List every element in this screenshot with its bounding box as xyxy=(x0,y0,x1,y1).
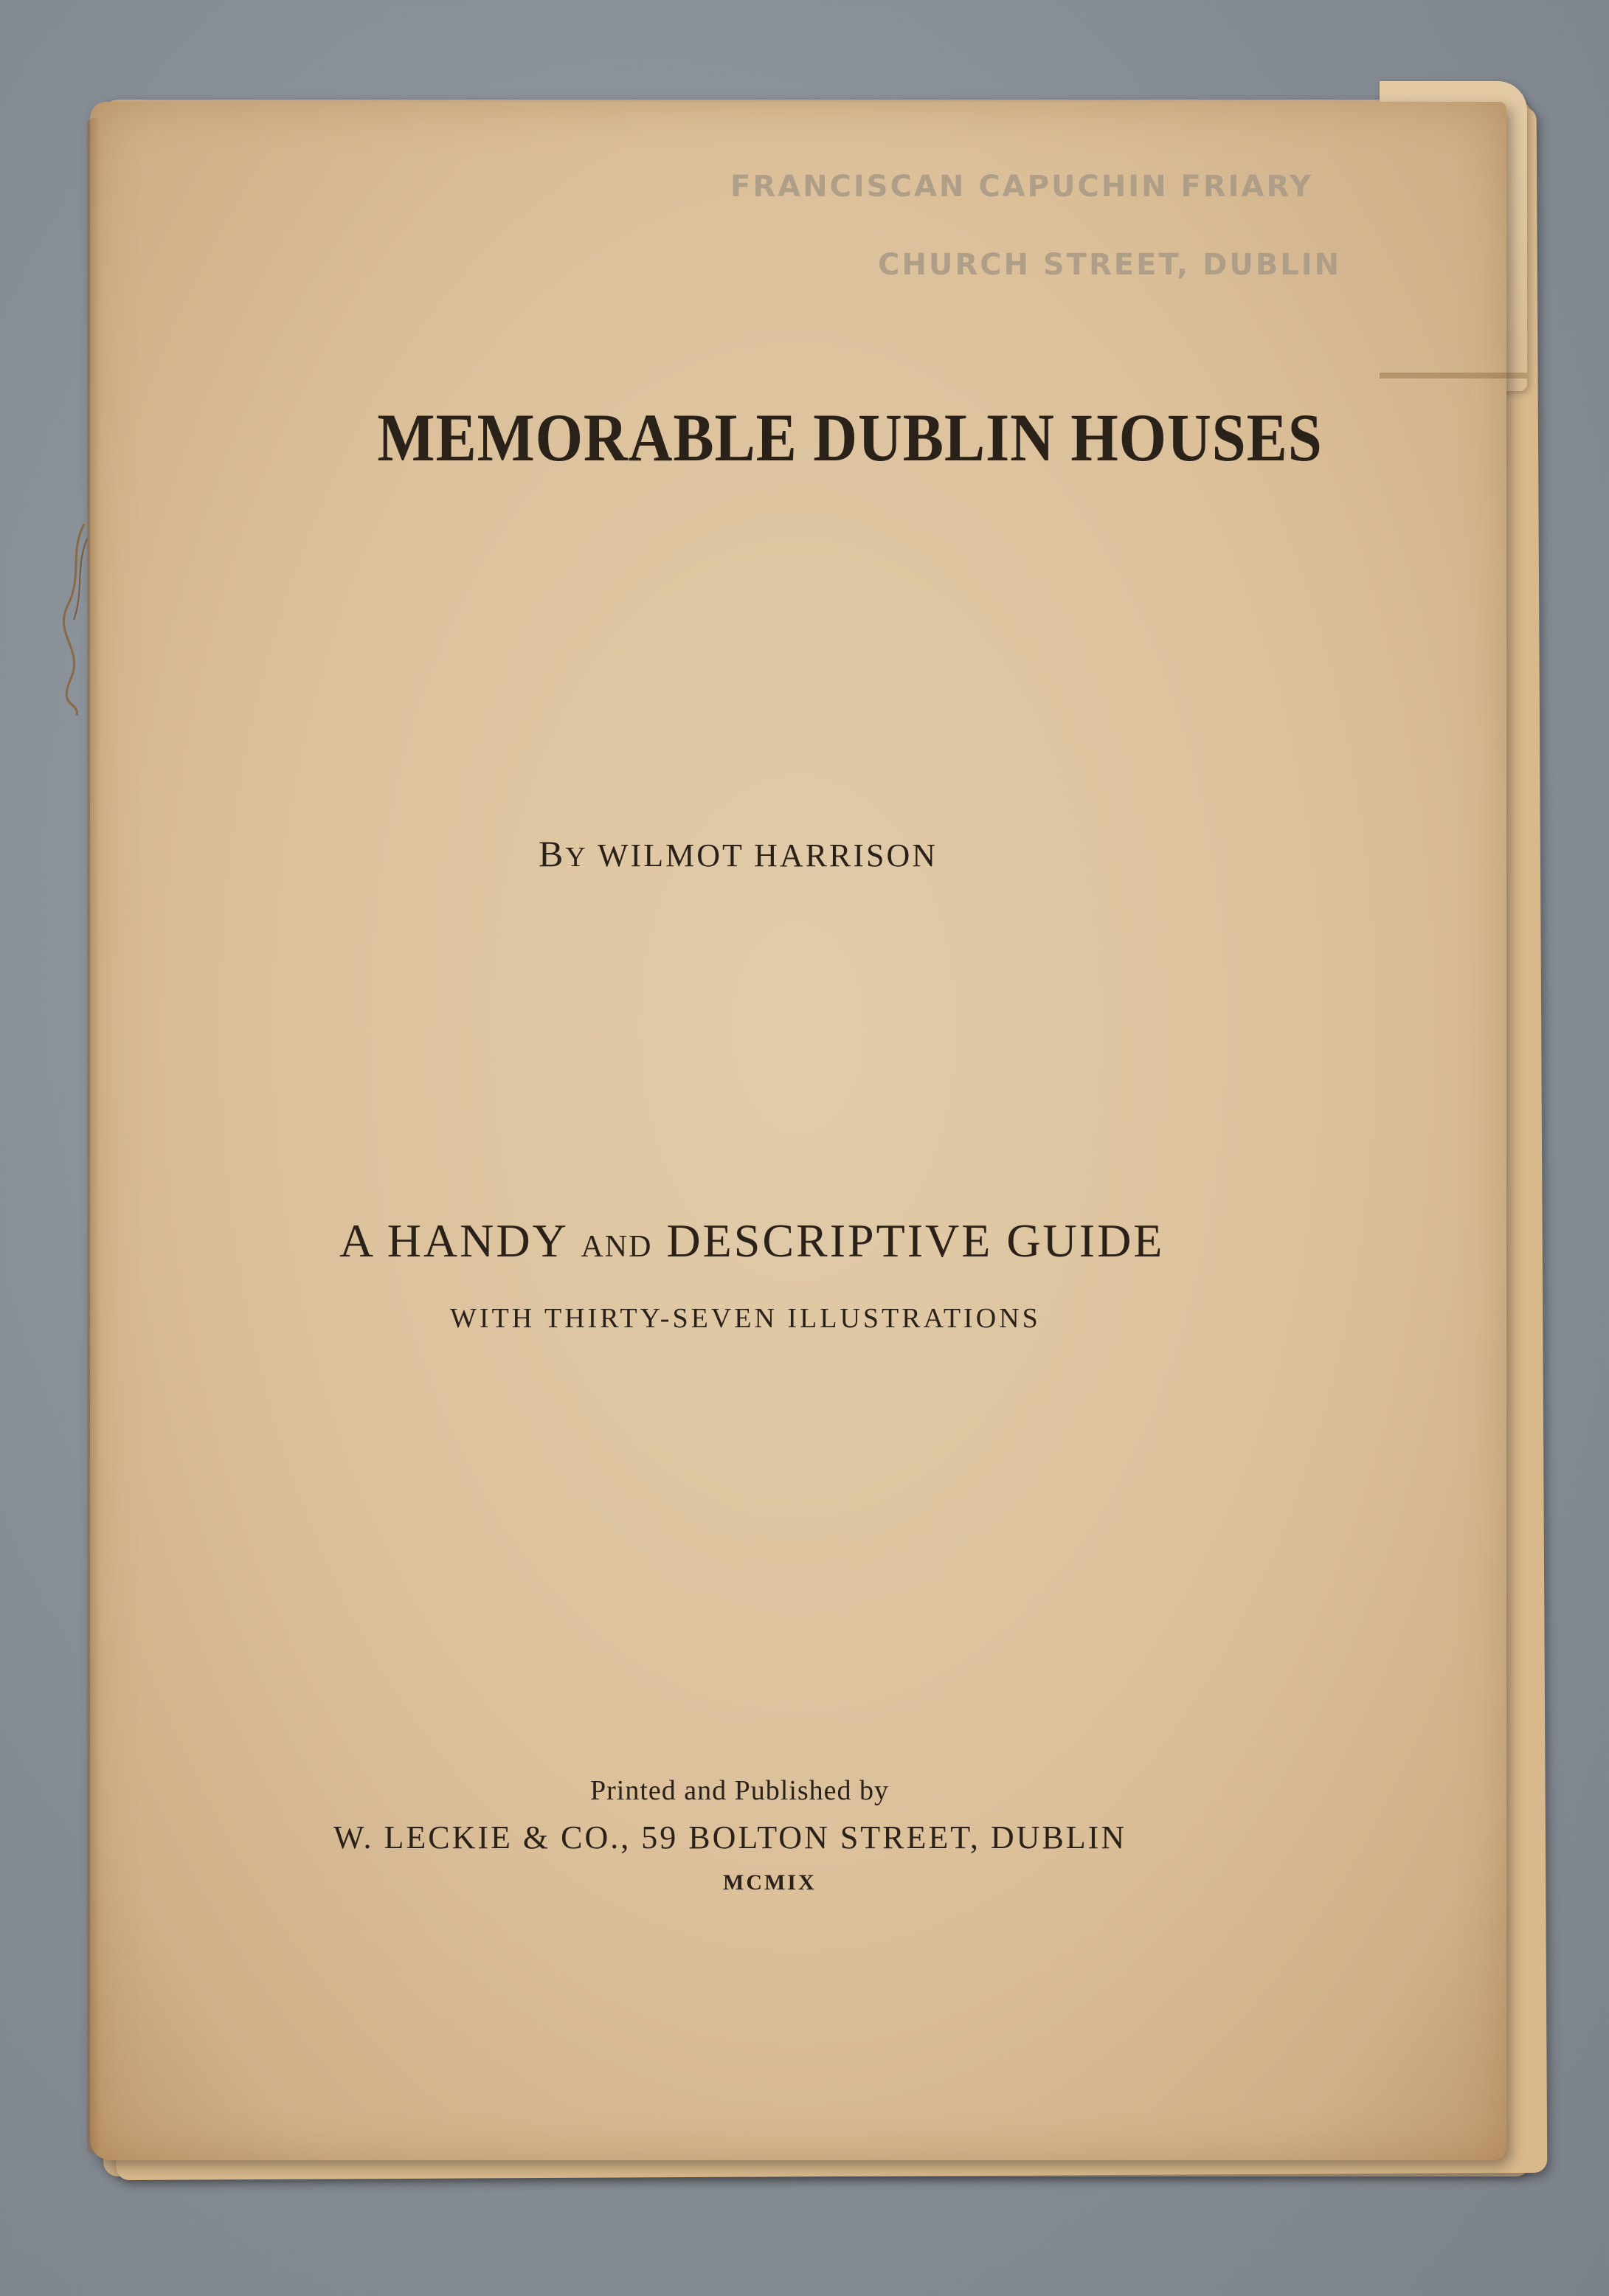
flap-shadow xyxy=(1380,373,1527,378)
author-prefix-b: B xyxy=(539,833,566,874)
stamp-line-1: FRANCISCAN CAPUCHIN FRIARY xyxy=(730,170,1314,204)
author-line xyxy=(0,832,1609,875)
subtitle-guide xyxy=(0,1214,1609,1268)
guide-part-1: A HANDY xyxy=(339,1214,567,1267)
guide-and: AND xyxy=(581,1230,653,1264)
publisher-line: W. LECKIE & CO., 59 BOLTON STREET, DUBLIN xyxy=(333,1819,1127,1856)
binding-thread-icon xyxy=(62,524,91,716)
guide-part-2: DESCRIPTIVE GUIDE xyxy=(666,1214,1165,1267)
book-title: MEMORABLE DUBLIN HOUSES xyxy=(377,400,1323,475)
publication-year: MCMIX xyxy=(723,1870,817,1895)
stamp-line-2: CHURCH STREET, DUBLIN xyxy=(878,248,1342,282)
library-stamp xyxy=(730,170,1431,282)
author-name: WILMOT HARRISON xyxy=(598,837,938,874)
illustrations-line: WITH THIRTY-SEVEN ILLUSTRATIONS xyxy=(450,1303,1041,1334)
printed-by-line: Printed and Published by xyxy=(590,1775,890,1806)
author-prefix-y: Y xyxy=(565,842,588,873)
